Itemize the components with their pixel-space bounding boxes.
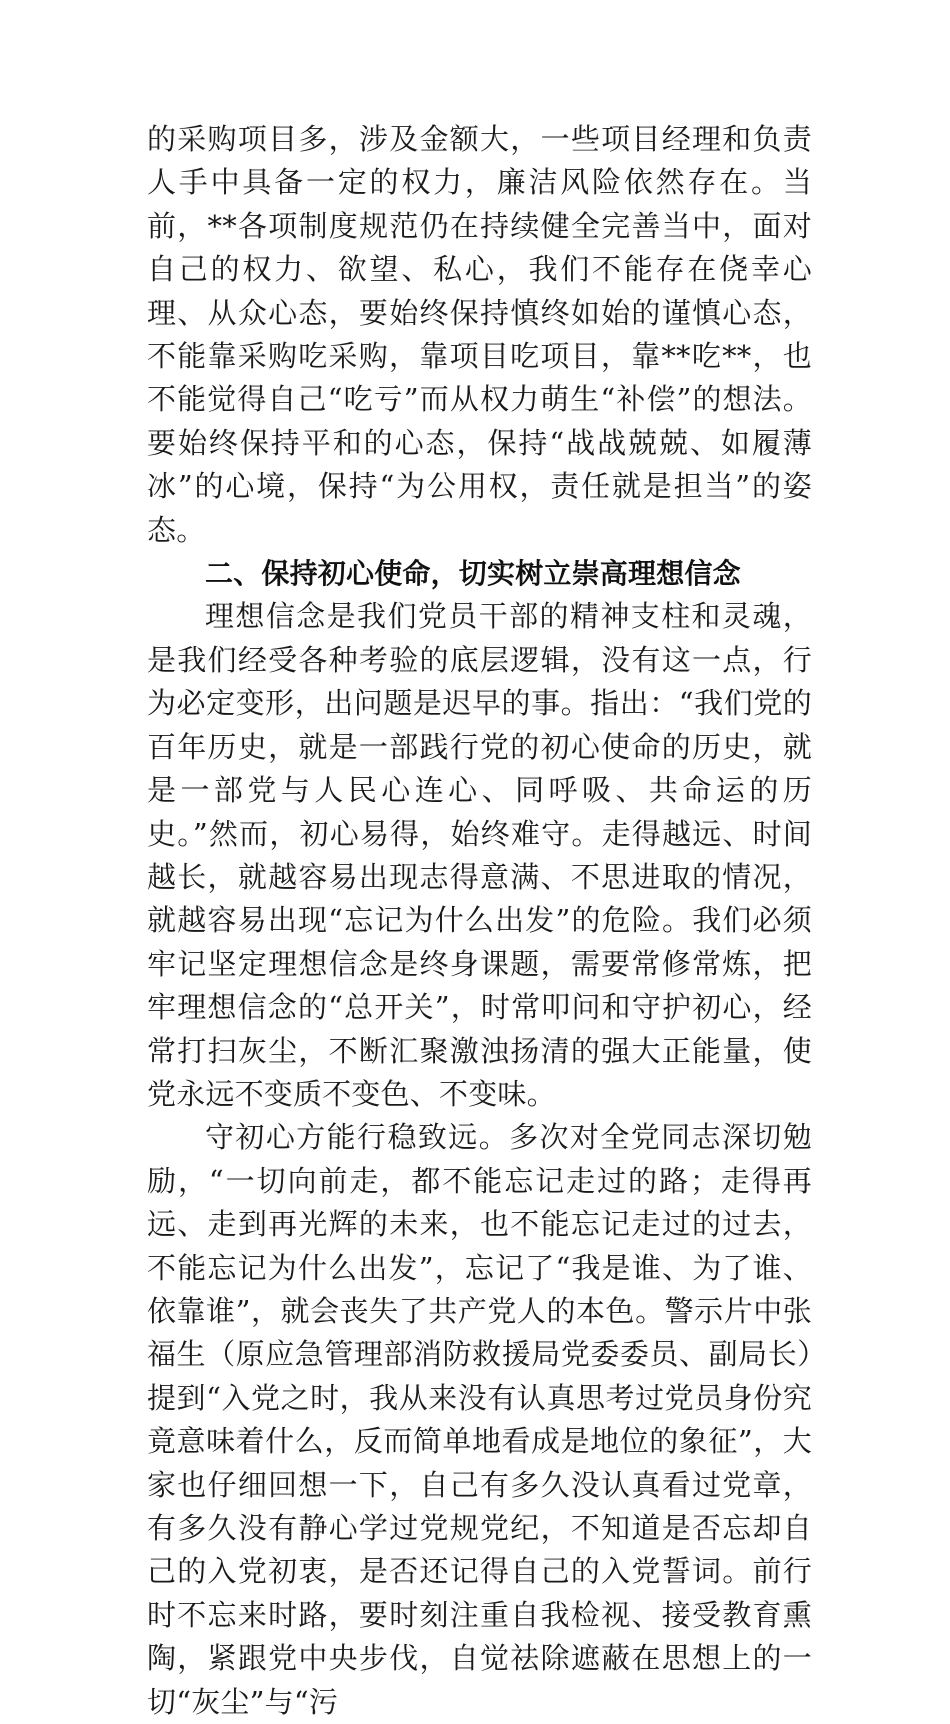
section-heading: 二、保持初心使命，切实树立崇高理想信念 [205,557,741,591]
paragraph-original-aspiration: 守初心方能行稳致远。多次对全党同志深切勉励，“一切向前走，都不能忘记走过的路；走得再远、走到再光辉的未来，也不能忘记走过的过去，不能忘记为什么出发”，忘记了“我是谁、为了谁、依靠谁”，就会丧失了共产党人的本色。警示片中张福生（原应急管理部消防救援局党委委员、副局长）提到“入党之时，我从来没有认真思考过党员身份究竟意味着什么，反而简单地看成是地位的象征”，大家也仔细回想一下，自己有多久没认真看过党章，有多久没有静心学过党规党纪，不知道是否忘却自己的入党初衷，是否还记得自己的入党誓词。前行时不忘来时路，要时刻注重自我检视、接受教育熏陶，紧跟党中央步伐，自觉祛除遮蔽在思想上的一切“灰尘”与“污 [147,1120,812,1719]
paragraph-continuation: 的采购项目多，涉及金额大，一些项目经理和负责人手中具备一定的权力，廉洁风险依然存在。当前，**各项制度规范仍在持续健全完善当中，面对自己的权力、欲望、私心，我们不能存在侥幸心理、从众心态，要始终保持慎终如始的谨慎心态，不能靠采购吃采购，靠项目吃项目，靠**吃**，也不能觉得自己“吃亏”而从权力萌生“补偿”的想法。要始终保持平和的心态，保持“战战兢兢、如履薄冰”的心境，保持“为公用权，责任就是担当”的姿态。 [147,122,812,547]
paragraph-ideals: 理想信念是我们党员干部的精神支柱和灵魂，是我们经受各种考验的底层逻辑，没有这一点，行为必定变形，出问题是迟早的事。指出：“我们党的百年历史，就是一部践行党的初心使命的历史，就是一部党与人民心连心、同呼吸、共命运的历史。”然而，初心易得，始终难守。走得越远、时间越长，就越容易出现志得意满、不思进取的情况，就越容易出现“忘记为什么出发”的危险。我们必须牢记坚定理想信念是终身课题，需要常修常炼，把牢理想信念的“总开关”，时常叩问和守护初心，经常打扫灰尘，不断汇聚激浊扬清的强大正能量，使党永远不变质不变色、不变味。 [147,599,812,1111]
document-body [147,118,812,1724]
